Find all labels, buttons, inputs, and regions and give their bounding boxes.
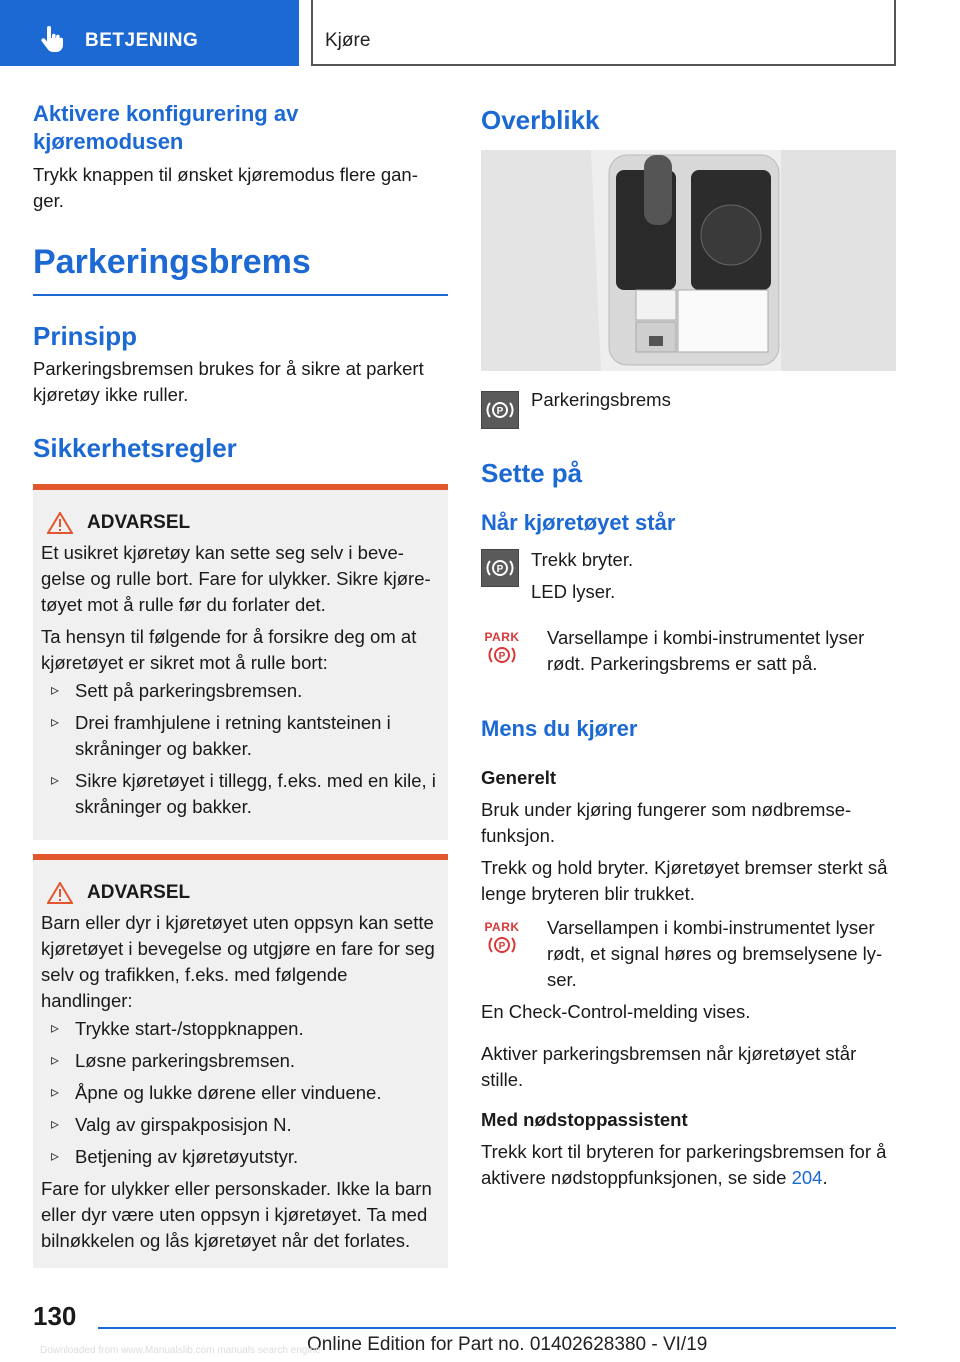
stationary-heading: Når kjøretøyet står — [481, 510, 676, 535]
stationary-step: Trekk bryter. — [531, 549, 634, 570]
section-label: BETJENING — [85, 30, 199, 51]
warning-box-2 — [33, 854, 448, 1268]
page-number: 130 — [33, 1301, 77, 1331]
list-item: ▹ Trykke start-/stoppknappen. — [41, 1016, 440, 1042]
svg-text:P: P — [496, 406, 504, 417]
warning-text: Fare for ulykker eller personskader. Ikke la barn eller dyr være uten oppsyn i kjøretøyet. Ta med bilnøkkelen og lås kjøretøyet når det forlates. — [41, 1178, 432, 1251]
driving-heading: Mens du kjører — [481, 716, 638, 741]
assistant-text — [481, 1139, 896, 1191]
brake-label-row — [481, 391, 896, 429]
check-control-text: En Check-Control-melding vises. — [481, 1001, 751, 1022]
activate-stationary-text: Aktiver parkeringsbremsen når kjøretøyet står stille. — [481, 1043, 857, 1090]
brake-label: Parkeringsbrems — [531, 389, 671, 410]
parking-brake-switch-icon — [481, 391, 519, 429]
warning-title: ADVARSEL — [87, 512, 191, 533]
svg-text:P: P — [496, 564, 504, 575]
page-reference-link[interactable]: 204 — [791, 1167, 823, 1188]
warning-lamp-text: Varsellampe i kombi-instrumentet lyser rødt. Parkeringsbrems er satt på. — [547, 627, 865, 674]
watermark-text: Downloaded from www.Manualslib.com manuals search engine — [40, 1345, 321, 1356]
warning-lamp-text: Varsellampen i kombi-instrumentet lyser rødt, et signal høres og bremselysene ly-ser. — [547, 917, 883, 990]
stationary-step: LED lyser. — [531, 581, 616, 602]
warning-lamp-row — [481, 625, 896, 677]
stationary-row — [481, 549, 896, 605]
warning-box-1 — [33, 484, 448, 840]
list-item: ▹ Sett på parkeringsbremsen. — [41, 678, 440, 704]
general-text: Trekk og hold bryter. Kjøretøyet bremser sterkt så lenge bryteren blir trukket. — [481, 857, 888, 904]
apply-heading: Sette på — [481, 458, 583, 488]
activate-heading: Aktivere konfigurering av kjøremodusen — [33, 101, 299, 154]
parking-brake-switch-icon — [481, 549, 519, 587]
safety-heading: Sikkerhetsregler — [33, 433, 237, 463]
svg-text:P: P — [498, 941, 506, 952]
warning-list — [41, 1016, 440, 1170]
activate-text: Trykk knappen til ønsket kjøremodus flere gan-ger. — [33, 164, 418, 211]
park-symbol-text: PARK — [484, 630, 520, 644]
overview-heading: Overblikk — [481, 105, 600, 135]
warning-title: ADVARSEL — [87, 882, 191, 903]
list-item: ▹ Betjening av kjøretøyutstyr. — [41, 1144, 440, 1170]
footer-rule — [98, 1327, 896, 1329]
right-column — [481, 100, 896, 1191]
warning-lamp-row-2 — [481, 915, 896, 993]
principle-heading: Prinsipp — [33, 321, 138, 351]
assistant-heading: Med nødstoppassistent — [481, 1109, 688, 1130]
warning-text: Ta hensyn til følgende for å forsikre deg om at kjøretøyet er sikret mot å rulle bort: — [41, 626, 417, 673]
warning-header — [47, 512, 440, 534]
list-item: ▹ Drei framhjulene i retning kantsteinen i skråninger og bakker. — [41, 710, 440, 762]
warning-triangle-icon — [47, 882, 73, 904]
list-item: ▹ Åpne og lukke dørene eller vinduene. — [41, 1080, 440, 1106]
general-heading: Generelt — [481, 767, 557, 788]
center-console-illustration — [481, 150, 896, 371]
warning-text: Barn eller dyr i kjøretøyet uten oppsyn kan sette kjøretøyet i bevegelse og utgjøre en fare for seg selv og trafikken, f.eks. med følgende handlinger: — [41, 912, 435, 1011]
heading-rule — [33, 294, 448, 296]
list-item: ▹ Sikre kjøretøyet i tillegg, f.eks. med en kile, i skråninger og bakker. — [41, 768, 440, 820]
assistant-body: Trekk kort til bryteren for parkeringsbremsen for å aktivere nødstoppfunksjonen, se side — [481, 1141, 887, 1188]
chapter-header — [311, 0, 896, 66]
warning-header — [47, 882, 440, 904]
park-warning-lamp-icon — [481, 631, 523, 666]
warning-triangle-icon — [47, 512, 73, 534]
svg-text:P: P — [498, 651, 506, 662]
watermark — [40, 1345, 321, 1356]
edition-text: Online Edition for Part no. 01402628380 - VI/19 — [307, 1334, 708, 1355]
list-item: ▹ Valg av girspakposisjon N. — [41, 1112, 440, 1138]
principle-text: Parkeringsbremsen brukes for å sikre at parkert kjøretøy ikke ruller. — [33, 358, 424, 405]
assistant-end: . — [822, 1167, 828, 1188]
footer-edition — [307, 1334, 707, 1356]
warning-list — [41, 678, 440, 820]
warning-text: Et usikret kjøretøy kan sette seg selv i beve-gelse og rulle bort. Fare for ulykker. Sikre kjøre-tøyet mot å rulle før du forlater det. — [41, 542, 431, 615]
left-column — [33, 100, 448, 1268]
park-warning-lamp-icon — [481, 921, 523, 956]
chapter-label: Kjøre — [325, 30, 371, 51]
park-symbol-text: PARK — [484, 920, 520, 934]
list-item: ▹ Løsne parkeringsbremsen. — [41, 1048, 440, 1074]
hand-pointer-icon — [40, 26, 64, 54]
main-heading: Parkeringsbrems — [33, 243, 311, 281]
center-console-image — [481, 150, 896, 371]
section-tab[interactable] — [0, 0, 299, 66]
general-text: Bruk under kjøring fungerer som nødbremse-funksjon. — [481, 799, 852, 846]
